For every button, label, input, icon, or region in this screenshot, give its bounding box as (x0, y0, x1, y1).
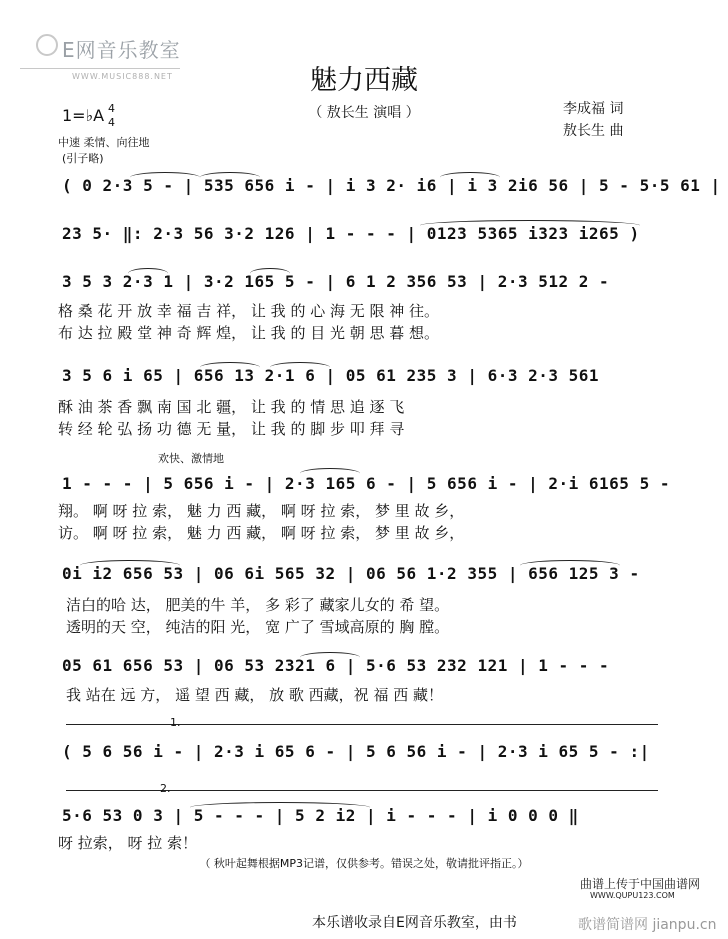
slur-arc (200, 362, 260, 373)
lyric-line-5b: 访。 啊 呀 拉 索， 魅 力 西 藏， 啊 呀 拉 索， 梦 里 故 乡， (58, 524, 465, 542)
lyric-line-9a: 呀 拉索， 呀 拉 索！ (58, 834, 198, 852)
lyric-line-5a: 翔。 啊 呀 拉 索， 魅 力 西 藏， 啊 呀 拉 索， 梦 里 故 乡， (58, 502, 465, 520)
upload-credit: 曲谱上传于中国曲谱网 (580, 877, 701, 891)
slur-arc (190, 802, 370, 813)
lyric-line-3a: 格 桑 花 开 放 幸 福 吉 祥， 让 我 的 心 海 无 限 神 往。 (58, 302, 440, 320)
lyric-line-7a: 我 站在 远 方， 遥 望 西 藏， 放 歌 西藏，祝 福 西 藏！ (66, 686, 443, 704)
notation-line-4: 3 5 6 i 65 | 656 13 2·1 6 | 05 61 235 3 | 6·3 2·3 561 (62, 366, 600, 385)
site-logo-text: E网音乐教室 (62, 38, 181, 62)
notation-line-8: ( 5 6 56 i - | 2·3 i 65 6 - | 5 6 56 i - | 2·3 i 65 5 - :| (62, 742, 650, 761)
lyric-line-3b: 布 达 拉 殿 堂 神 奇 辉 煌， 让 我 的 目 光 朝 思 暮 想。 (58, 324, 440, 342)
volta-1-label: 1. (170, 716, 181, 729)
time-signature-bottom: 4 (108, 116, 115, 129)
volta-2-bracket (66, 790, 658, 791)
notation-line-7: 05 61 656 53 | 06 53 2321 6 | 5·6 53 232 121 | 1 - - - (62, 656, 610, 675)
lyricist-credit: 李成福 词 (563, 101, 624, 117)
tempo-marking: 中速 柔情、向往地 (58, 136, 150, 149)
notation-line-6: 0i i2 656 53 | 06 6i 565 32 | 06 56 1·2 355 | 656 125 3 - (62, 564, 640, 583)
slur-arc (270, 362, 330, 373)
site-logo-url: WWW.MUSIC888.NET (72, 72, 173, 81)
logo-icon (36, 34, 58, 56)
volta-2-label: 2. (160, 782, 171, 795)
lyric-line-6b: 透明的天 空， 纯洁的阳 光， 宽 广了 雪域高原的 胸 膛。 (66, 618, 450, 636)
notation-line-9: 5·6 53 0 3 | 5 - - - | 5 2 i2 | i - - - | i 0 0 0 ‖ (62, 806, 579, 825)
time-signature-top: 4 (108, 102, 115, 115)
intro-note: (引子略) (62, 152, 104, 165)
singer-credit: （ 敖长生 演唱 ） (308, 105, 420, 121)
slur-arc (250, 268, 290, 279)
slur-arc (80, 560, 180, 571)
slur-arc (520, 560, 620, 571)
tempo-change: 欢快、激情地 (158, 452, 224, 465)
volta-1-bracket (66, 724, 658, 725)
slur-arc (420, 220, 640, 231)
notation-line-2: 23 5· ‖: 2·3 56 3·2 126 | 1 - - - | 0123 5365 i323 i265 ) (62, 224, 640, 243)
notation-line-5: 1 - - - | 5 656 i - | 2·3 165 6 - | 5 656 i - | 2·i 6165 5 - (62, 474, 670, 493)
notation-line-3: 3 5 3 2·3 1 | 3·2 165 5 - | 6 1 2 356 53 | 2·3 512 2 - (62, 272, 610, 291)
transcription-note: （ 秋叶起舞根据MP3记谱，仅供参考。错误之处，敬请批评指正。） (199, 857, 529, 870)
site-watermark: 歌谱简谱网 jianpu.cn (578, 917, 717, 933)
key-signature: 1=♭A (62, 106, 105, 125)
slur-arc (300, 652, 360, 663)
song-title: 魅力西藏 (310, 65, 418, 96)
lyric-line-4b: 转 经 轮 弘 扬 功 德 无 量， 让 我 的 脚 步 叩 拜 寻 (58, 420, 405, 438)
notation-line-1: ( 0 2·3 5 - | 535 656 i - | i 3 2· i6 | i 3 2i6 56 | 5 - 5·5 61 | (62, 176, 721, 195)
composer-credit: 敖长生 曲 (563, 123, 624, 139)
slur-arc (128, 268, 168, 279)
source-note: 本乐谱收录自E网音乐教室，由书 (312, 915, 517, 931)
lyric-line-4a: 酥 油 茶 香 飘 南 国 北 疆， 让 我 的 情 思 追 逐 飞 (58, 398, 405, 416)
slur-arc (130, 172, 200, 183)
upload-url: WWW.QUPU123.COM (590, 891, 675, 900)
slur-arc (200, 172, 260, 183)
slur-arc (440, 172, 500, 183)
slur-arc (300, 468, 360, 479)
lyric-line-6a: 洁白的哈 达， 肥美的牛 羊， 多 彩了 藏家儿女的 希 望。 (66, 596, 450, 614)
